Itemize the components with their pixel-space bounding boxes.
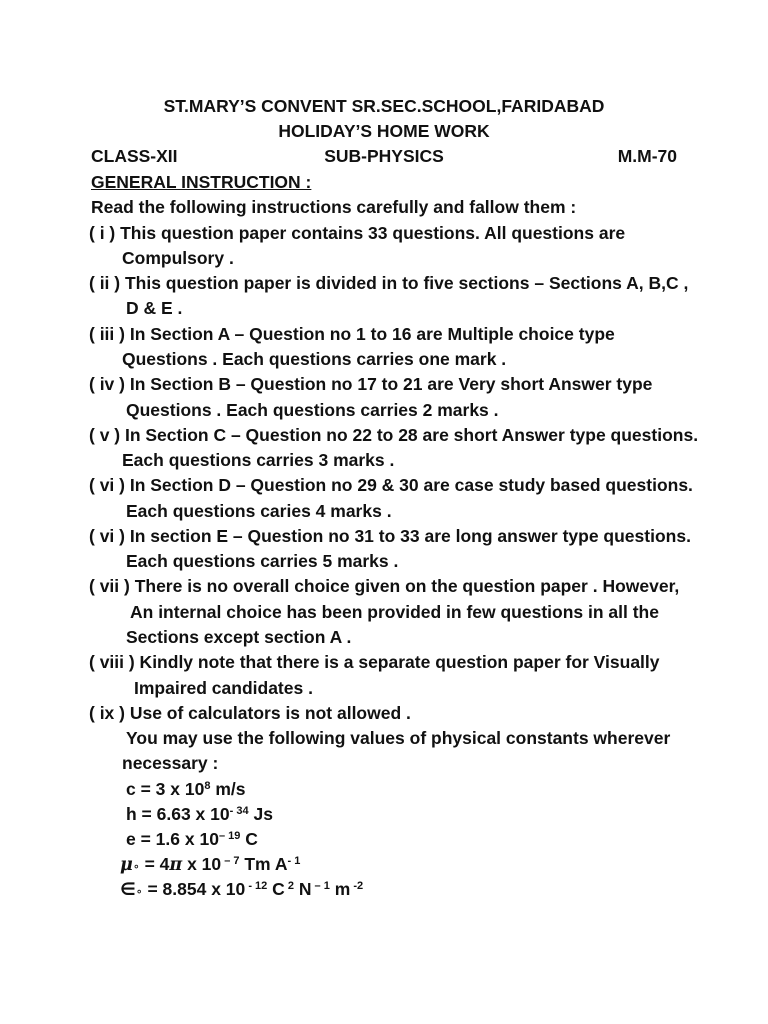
instruction-line: Impaired candidates . — [134, 678, 313, 698]
school-name: ST.MARY’S CONVENT SR.SEC.SCHOOL,FARIDABAD — [163, 96, 605, 116]
instruction-line: ( i ) This question paper contains 33 questions. All questions are — [89, 223, 626, 243]
instruction-line: Sections except section A . — [126, 627, 352, 647]
subject-label: SUB-PHYSICS — [324, 146, 444, 166]
constant-mu: μ∘ = 4π x 10 $^{- 7}$ Tm $A^{- 1}$ — [120, 854, 301, 875]
constant-e: e = 1.6 x $10^{- 19}$ C — [126, 829, 258, 849]
instruction-line: ( iv ) In Section B – Question no 17 to 21 are Very short Answer type — [89, 374, 653, 394]
class-label: CLASS-XII — [91, 146, 178, 166]
max-marks: M.M-70 — [617, 146, 677, 166]
instruction-line: You may use the following values of physical constants wherever — [126, 728, 671, 748]
instruction-line: necessary : — [122, 753, 219, 773]
instruction-line: ( vii ) There is no overall choice given on the question paper . However, — [89, 576, 680, 596]
instruction-line: D & E . — [126, 298, 183, 318]
instruction-line: Each questions carries 5 marks . — [126, 551, 399, 571]
constant-c: c = 3 x $10^8$ m/s — [126, 779, 246, 799]
instruction-line: An internal choice has been provided in few questions in all the — [130, 602, 659, 622]
instructions-heading: GENERAL INSTRUCTION : — [91, 172, 312, 192]
instruction-line: ( v ) In Section C – Question no 22 to 28 are short Answer type questions. — [89, 425, 699, 445]
instructions-intro: Read the following instructions carefully and fallow them : — [91, 197, 577, 217]
instruction-line: ( vi ) In section E – Question no 31 to 33 are long answer type questions. — [89, 526, 691, 546]
instruction-line: Questions . Each questions carries 2 marks . — [126, 400, 499, 420]
instruction-line: ( vi ) In Section D – Question no 29 & 30 are case study based questions. — [89, 475, 693, 495]
instruction-line: ( ix ) Use of calculators is not allowed . — [89, 703, 411, 723]
document-title: HOLIDAY’S HOME WORK — [278, 121, 490, 141]
constant-h: h = 6.63 x $10^{- 34}$ Js — [126, 804, 273, 824]
constant-epsilon: ∈∘ = 8.854 x 10 $^{- 12}$ C $^2$ N $^{- 1}$ m $^{-2}$ — [120, 879, 364, 899]
instruction-line: ( ii ) This question paper is divided in to five sections – Sections A, B,C , — [89, 273, 689, 293]
instruction-line: Each questions caries 4 marks . — [126, 501, 392, 521]
instruction-line: Questions . Each questions carries one mark . — [122, 349, 507, 369]
instruction-line: Compulsory . — [122, 248, 234, 268]
instruction-line: Each questions carries 3 marks . — [122, 450, 395, 470]
instruction-line: ( viii ) Kindly note that there is a separate question paper for Visually — [89, 652, 660, 672]
instruction-line: ( iii ) In Section A – Question no 1 to 16 are Multiple choice type — [89, 324, 615, 344]
